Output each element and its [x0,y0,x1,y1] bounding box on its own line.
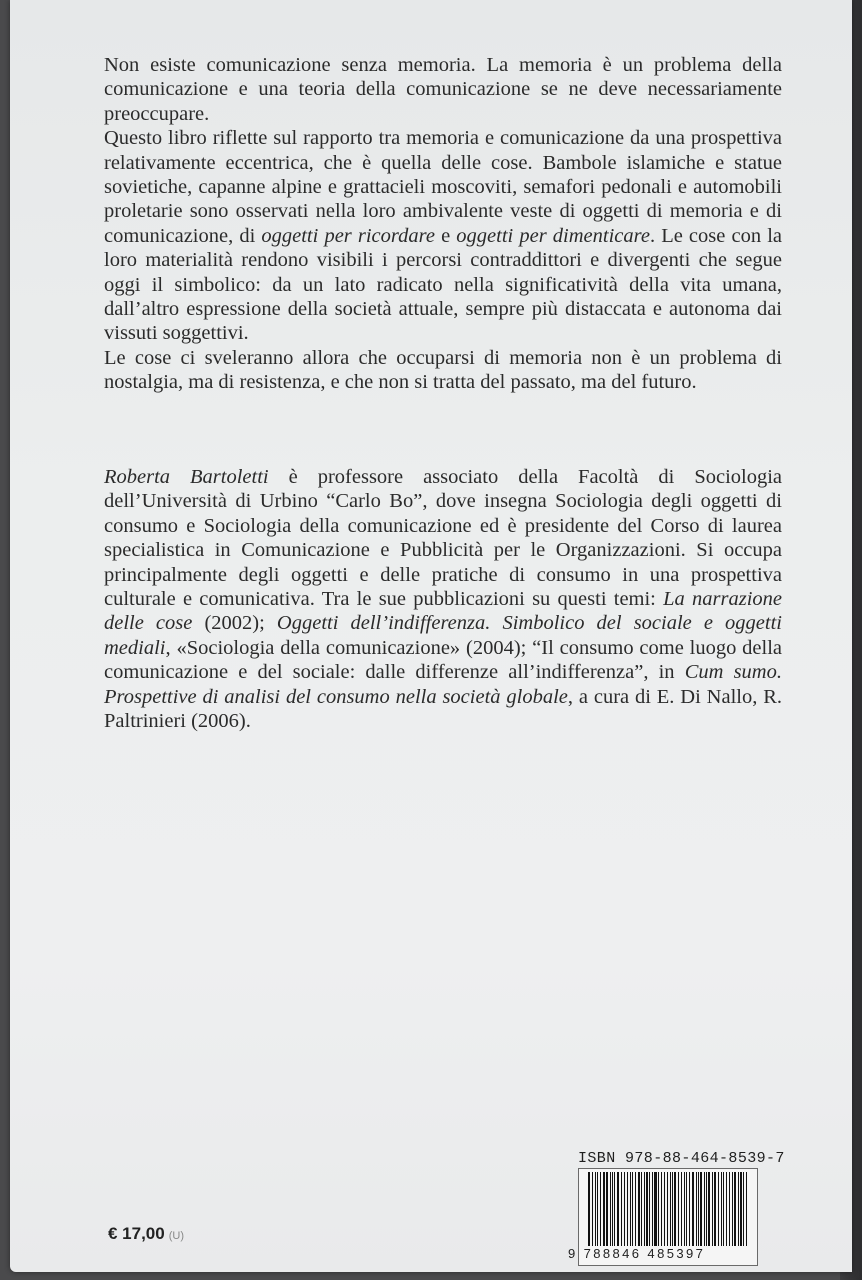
text-run: e [434,224,457,247]
barcode-bar [696,1172,697,1246]
barcode-bar [658,1172,659,1246]
barcode-bar [654,1172,656,1246]
barcode-bar [698,1172,699,1246]
barcode-bar [627,1172,629,1246]
price-value: € 17,00 [108,1224,165,1243]
description-paragraph-1: Non esiste comunicazione senza memoria. La memoria è un problema della comunicazione e una teoria della comunicazione se ne deve necessariamente preoccupare. [104,54,782,125]
barcode-bar [743,1172,744,1246]
barcode-bar [678,1172,679,1246]
isbn-label: ISBN 978-88-464-8539-7 [578,1150,785,1167]
barcode-bar [595,1172,596,1246]
barcode-bar [692,1172,694,1246]
barcode-bar [674,1172,676,1246]
barcode-bar [644,1172,645,1246]
barcode-bar [726,1172,728,1246]
italic-phrase: oggetti per ricordare [261,224,435,247]
barcode-bar [652,1172,653,1246]
barcode-bar [721,1172,722,1246]
barcode-bar [681,1172,683,1246]
barcode-bar [610,1172,611,1246]
barcode-bar [689,1172,691,1246]
barcode-bar [704,1172,705,1246]
barcode-bar [614,1172,615,1246]
barcode-bar [621,1172,623,1246]
barcode-bar [672,1172,673,1246]
description-paragraph-3: Le cose ci sveleranno allora che occuparsi di memoria non è un problema di nostalgia, ma di resistenza, e che non si tratta del passato, ma del futuro. [104,346,782,394]
publication-title: La narrazione delle cose [104,588,782,635]
price-code: (U) [168,1230,185,1242]
barcode-digits: 9 788846 485397 [568,1246,706,1261]
barcode-bar [638,1172,640,1246]
barcode-bar [718,1172,719,1246]
price-label [108,1224,184,1244]
barcode-bar [740,1172,742,1246]
barcode-bar [646,1172,648,1246]
text-run: (2002); [192,612,277,635]
barcode-bar [712,1172,713,1246]
barcode-bar [714,1172,716,1246]
barcode-bar [667,1172,668,1246]
barcode-bar [649,1172,650,1246]
publication-title: Oggetti dell’indifferenza. Simbolico del sociale e oggetti mediali [104,612,782,659]
barcode-bar [732,1172,733,1246]
barcode-bar [661,1172,663,1246]
barcode-bar [597,1172,599,1246]
barcode-bar [617,1172,619,1246]
barcode-bar [700,1172,702,1246]
text-run: , a cura di E. Di Nallo, R. Paltrinieri (2006). [104,685,782,733]
book-description [104,53,782,395]
barcode-bar [684,1172,685,1246]
publication-title: Cum sumo. Prospettive di analisi del consumo nella società globale [104,661,782,708]
barcode-bar [624,1172,625,1246]
text-run: Questo libro riflette sul rapporto tra memoria e comunicazione da una prospettiva relativamente eccentrica, che è quella delle cose. Bambole islamiche e statue sovietiche, capanne alpine e grattacieli moscoviti, semafori pedonali e automobili proletarie sono osservati nella loro ambivalente veste di oggetti di memoria e di comunicazione, di [104,127,782,247]
description-paragraph-2 [104,126,782,346]
barcode-bar [734,1172,736,1246]
italic-phrase: oggetti per dimenticare [456,224,650,247]
barcode-bar [706,1172,707,1246]
author-name: Roberta Bartoletti [104,466,269,488]
barcode-bar [670,1172,671,1246]
barcode-bar [612,1172,613,1246]
barcode-bar [723,1172,725,1246]
barcode-bar [641,1172,642,1246]
barcode-bar [686,1172,687,1246]
barcode-bar [635,1172,637,1246]
barcode-bar [746,1172,747,1246]
barcode-bar [632,1172,633,1246]
author-bio [104,465,782,733]
barcode-bar [603,1172,605,1246]
barcode-bar [708,1172,710,1246]
text-run: . Le cose con la loro materialità rendono visibili i percorsi contraddittori e divergenti che segue oggi il simbolico: da un lato radicato nella significatività della vita umana, dall’altro espressione della società attuale, sempre più distaccata e autonoma dai vissuti soggettivi. [104,224,782,345]
barcode-bar [664,1172,666,1246]
barcode-bar [600,1172,601,1246]
barcode-bar [630,1172,631,1246]
barcode-bar [606,1172,608,1246]
barcode-bar [588,1172,590,1246]
barcode-bar [738,1172,739,1246]
barcode-bar [729,1172,730,1246]
barcode-icon [588,1172,748,1246]
text-run: , «Sociologia della comunicazione» (2004); “Il consumo come luogo della comunicazione e del sociale: dalle differenze all’indifferenza”, in [104,636,782,684]
text-run: è professore associato della Facoltà di Sociologia dell’Università di Urbino “Carlo Bo”, dove insegna Sociologia degli oggetti di consumo e Sociologia della comunicazione ed è presidente del Corso di laurea specialistica in Comunicazione e Pubblicità per le Organizzazioni. Si occupa principalmente degli oggetti e delle pratiche di consumo in una prospettiva culturale e comunicativa. Tra le sue pubblicazioni su questi temi: [104,466,783,611]
author-bio-paragraph [104,465,782,733]
barcode-bar [592,1172,593,1246]
